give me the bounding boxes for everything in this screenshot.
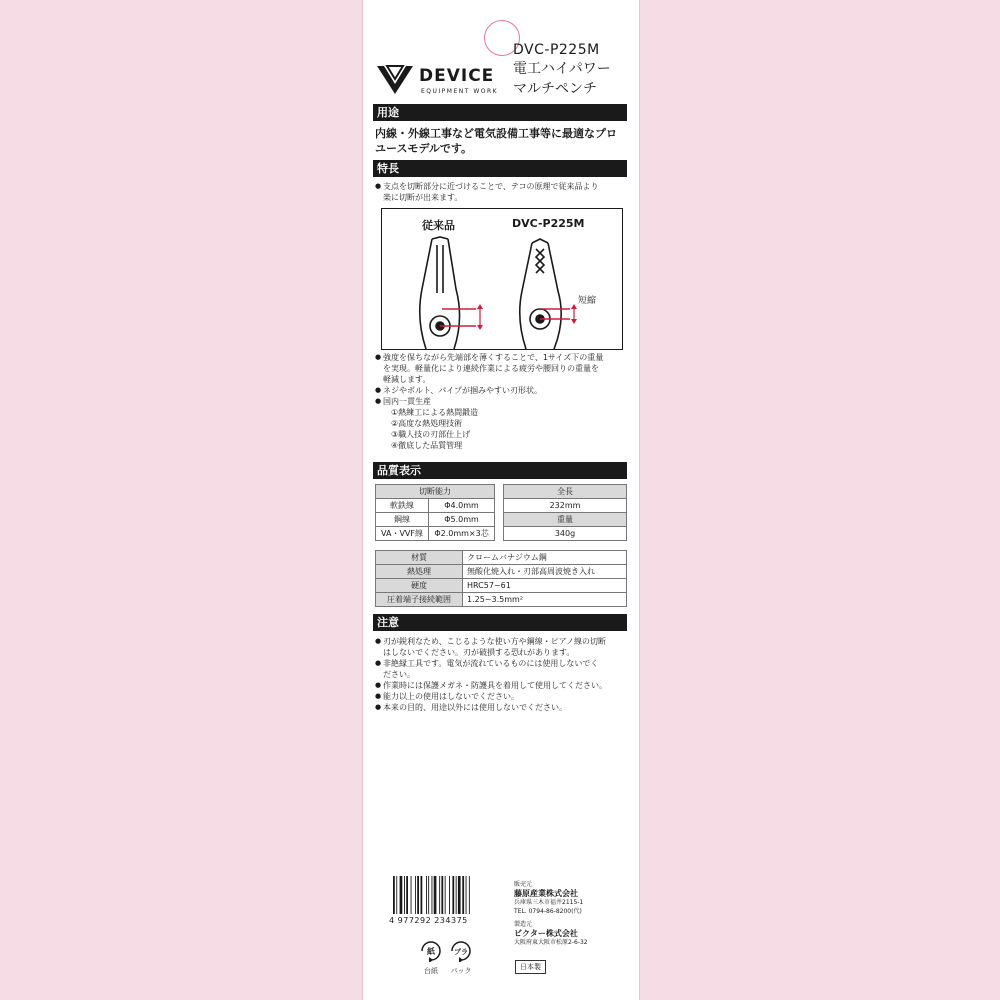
cut-value: Φ5.0mm <box>429 513 495 527</box>
barcode-bar <box>466 876 467 914</box>
cut-label: 軟鉄線 <box>376 499 429 513</box>
features-heading: 特長 <box>373 160 627 177</box>
barcode-bar <box>434 876 437 914</box>
barcode-bar <box>432 876 433 914</box>
barcode-bar <box>393 876 395 914</box>
cut-value: Φ2.0mm×3芯 <box>429 527 495 541</box>
model-code: DVC-P225M <box>513 42 600 58</box>
quality-heading: 品質表示 <box>373 462 627 479</box>
table-row <box>376 593 627 607</box>
barcode-bar <box>426 876 427 914</box>
cut-value: Φ4.0mm <box>429 499 495 513</box>
product-name-line2: マルチペンチ <box>513 81 597 97</box>
table-row <box>376 551 627 565</box>
feature-bullet-1 <box>375 181 629 203</box>
seller-name: 藤原産業株式会社 <box>514 889 578 898</box>
maker-info <box>514 920 588 947</box>
feature-2-line3: 軽減します。 <box>383 375 431 384</box>
brand-logo <box>375 62 525 102</box>
recycle-plastic-icon <box>448 940 474 962</box>
maker-kind: 製造元 <box>514 921 533 928</box>
barcode-bar <box>415 876 416 914</box>
heat-value: 無酸化焼入れ・刃部高周波焼き入れ <box>463 565 627 579</box>
caution-3: ● 作業時には保護メガネ・防護具を着用して使用してください。 <box>375 680 629 691</box>
table-row <box>376 513 495 527</box>
maker-address: 大阪府東大阪市松原2-6-32 <box>514 939 588 946</box>
barcode-bars <box>389 876 499 916</box>
diagram-note-shortened: 短縮 <box>578 296 597 306</box>
diagram-label-new: DVC-P225M <box>512 217 585 230</box>
recycle-plastic-mark: プラ <box>454 948 468 956</box>
caution-1-line1: ● 刃が鋭利なため、こじるような使い方や鋼線・ピアノ線の切断 <box>375 636 629 647</box>
cutting-capacity-table <box>375 484 495 541</box>
usage-heading: 用途 <box>373 104 627 121</box>
material-table <box>375 550 627 607</box>
usage-line2: ユースモデルです。 <box>375 142 473 155</box>
barcode-bar <box>449 876 450 914</box>
caution-4: ● 能力以上の使用はしないでください。 <box>375 691 629 702</box>
origin-badge: 日本製 <box>515 960 546 974</box>
barcode-bar <box>462 876 464 914</box>
barcode-bar <box>456 876 457 914</box>
feature-3: ● ネジやボルト、パイプが掴みやすい刃形状。 <box>375 385 629 396</box>
comparison-diagram <box>381 208 623 350</box>
barcode-digits: 4 977292 234375 <box>389 916 468 925</box>
cut-label: VA・VVF線 <box>376 527 429 541</box>
seller-tel: TEL. 0794-86-8200(代) <box>514 908 582 915</box>
length-value: 232mm <box>504 499 627 513</box>
barcode-bar <box>469 876 470 914</box>
pliers-illustration <box>382 209 622 349</box>
feature-4-sub1: ①熱練工による熱間鍛造 <box>391 408 479 417</box>
table-row <box>376 565 627 579</box>
recycle-plastic <box>441 940 481 976</box>
barcode-bar <box>396 876 397 914</box>
feature-4-sub3: ③職人技の刃部仕上げ <box>391 430 471 439</box>
barcode-bar <box>411 876 412 914</box>
barcode-bar <box>406 876 408 914</box>
barcode-bar <box>441 876 443 914</box>
feature-1-line1: ● 支点を切断部分に近づけることで、テコの原理で従来品より <box>375 181 629 192</box>
seller-info <box>514 880 583 916</box>
size-weight-table <box>503 484 627 541</box>
barcode-bar <box>458 876 461 914</box>
recycle-plastic-label: パック <box>450 967 472 975</box>
maker-name: ビクター株式会社 <box>514 929 578 938</box>
barcode-bar <box>417 876 419 914</box>
caution-5: ● 本来の目的、用途以外には使用しないでください。 <box>375 702 629 713</box>
feature-2-line1: ● 強度を保ちながら先端部を薄くすることで、1サイズ下の重量 <box>375 352 629 363</box>
length-header: 全長 <box>504 485 627 499</box>
barcode-bar <box>404 876 405 914</box>
product-name-line1: 電工ハイパワー <box>513 61 611 77</box>
barcode-bar <box>452 876 454 914</box>
caution-list <box>375 636 629 713</box>
feature-4: ● 国内一貫生産 <box>375 396 629 407</box>
weight-header: 重量 <box>504 513 627 527</box>
feature-4-sub2: ②高度な熱処理技術 <box>391 419 463 428</box>
brand-name: DEVICE <box>419 66 495 86</box>
caution-2-line2: ださい。 <box>383 670 415 679</box>
brand-subtitle: EQUIPMENT WORK <box>421 88 499 95</box>
recycle-paper-label: 台紙 <box>424 967 438 975</box>
barcode <box>389 876 499 928</box>
cut-label: 鋼線 <box>376 513 429 527</box>
feature-1-line2: 楽に切断が出来ます。 <box>383 193 463 202</box>
feature-bullets-rest <box>375 352 629 451</box>
package-card <box>362 0 640 1000</box>
table-row <box>376 579 627 593</box>
barcode-bar <box>439 876 440 914</box>
heat-label: 熱処理 <box>376 565 463 579</box>
material-label: 材質 <box>376 551 463 565</box>
weight-value: 340g <box>504 527 627 541</box>
seller-kind: 販売元 <box>514 881 533 888</box>
caution-1-line2: はしないでください。刃が破損する恐れがあります。 <box>383 648 575 657</box>
barcode-bar <box>428 876 429 914</box>
barcode-bar <box>445 876 446 914</box>
material-value: クロームバナジウム鋼 <box>463 551 627 565</box>
feature-2-line2: を実現。軽量化により連続作業による疲労や腰回りの重量を <box>383 364 599 373</box>
crimp-value: 1.25~3.5mm² <box>463 593 627 607</box>
feature-4-sub4: ④徹底した品質管理 <box>391 441 463 450</box>
diagram-label-conventional: 従来品 <box>422 219 455 232</box>
seller-address: 兵庫県三木市福井2115-1 <box>514 899 584 906</box>
cut-header: 切断能力 <box>376 485 495 499</box>
usage-text <box>375 126 629 156</box>
table-row <box>376 527 495 541</box>
caution-2-line1: ● 非絶縁工具です。電気が流れているものには使用しないでく <box>375 658 629 669</box>
table-row <box>376 499 495 513</box>
caution-heading: 注意 <box>373 614 627 631</box>
model-block <box>513 42 633 98</box>
recycle-paper-mark: 紙 <box>427 947 435 956</box>
hardness-label: 硬度 <box>376 579 463 593</box>
usage-line1: 内線・外線工事など電気設備工事等に最適なプロ <box>375 127 617 140</box>
barcode-bar <box>400 876 403 914</box>
crimp-label: 圧着端子接続範囲 <box>376 593 463 607</box>
barcode-bar <box>421 876 423 914</box>
brand-mark-icon <box>375 62 415 98</box>
hardness-value: HRC57~61 <box>463 579 627 593</box>
